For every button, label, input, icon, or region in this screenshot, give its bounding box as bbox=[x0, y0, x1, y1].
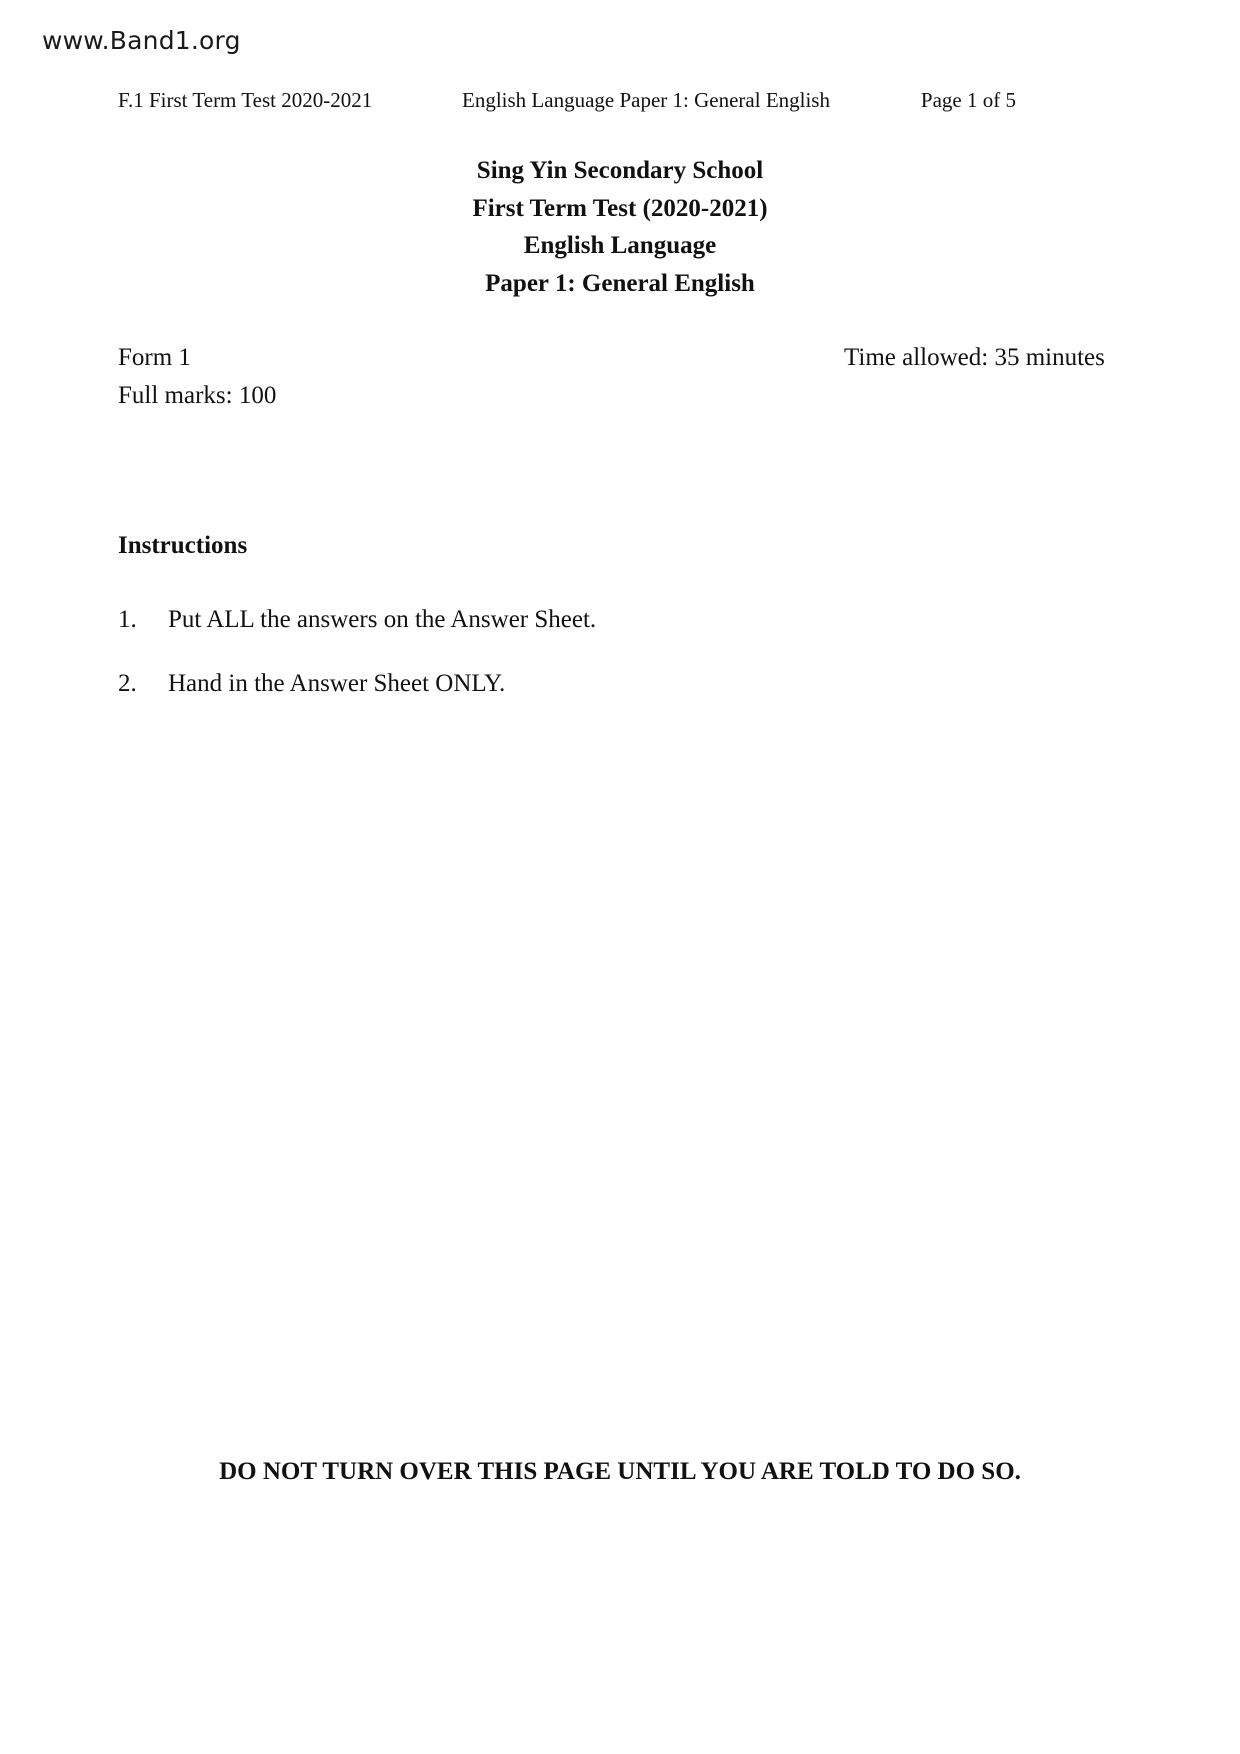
instruction-item bbox=[118, 670, 505, 698]
instruction-number: 1. bbox=[118, 606, 137, 633]
school-name: Sing Yin Secondary School bbox=[476, 157, 764, 184]
header-test-name: F.1 First Term Test 2020-2021 bbox=[118, 88, 373, 112]
instruction-text: Hand in the Answer Sheet ONLY. bbox=[168, 670, 506, 697]
test-name: First Term Test (2020-2021) bbox=[472, 194, 768, 222]
time-allowed: Time allowed: 35 minutes bbox=[844, 344, 1105, 371]
form-level: Form 1 bbox=[118, 344, 191, 371]
do-not-turn-warning: DO NOT TURN OVER THIS PAGE UNTIL YOU ARE TOLD TO DO SO. bbox=[219, 1458, 1021, 1485]
subject-name: English Language bbox=[523, 232, 717, 259]
instruction-number: 2. bbox=[118, 670, 137, 697]
header-paper-name: English Language Paper 1: General English bbox=[462, 88, 830, 112]
instructions-heading: Instructions bbox=[118, 532, 248, 559]
site-watermark: www.Band1.org bbox=[42, 26, 241, 55]
full-marks: Full marks: 100 bbox=[118, 382, 277, 409]
instruction-item bbox=[118, 606, 596, 634]
document-title-block bbox=[0, 152, 1240, 302]
instruction-text: Put ALL the answers on the Answer Sheet. bbox=[168, 606, 597, 633]
paper-name: Paper 1: General English bbox=[485, 269, 755, 297]
header-page-number: Page 1 of 5 bbox=[920, 88, 1016, 112]
